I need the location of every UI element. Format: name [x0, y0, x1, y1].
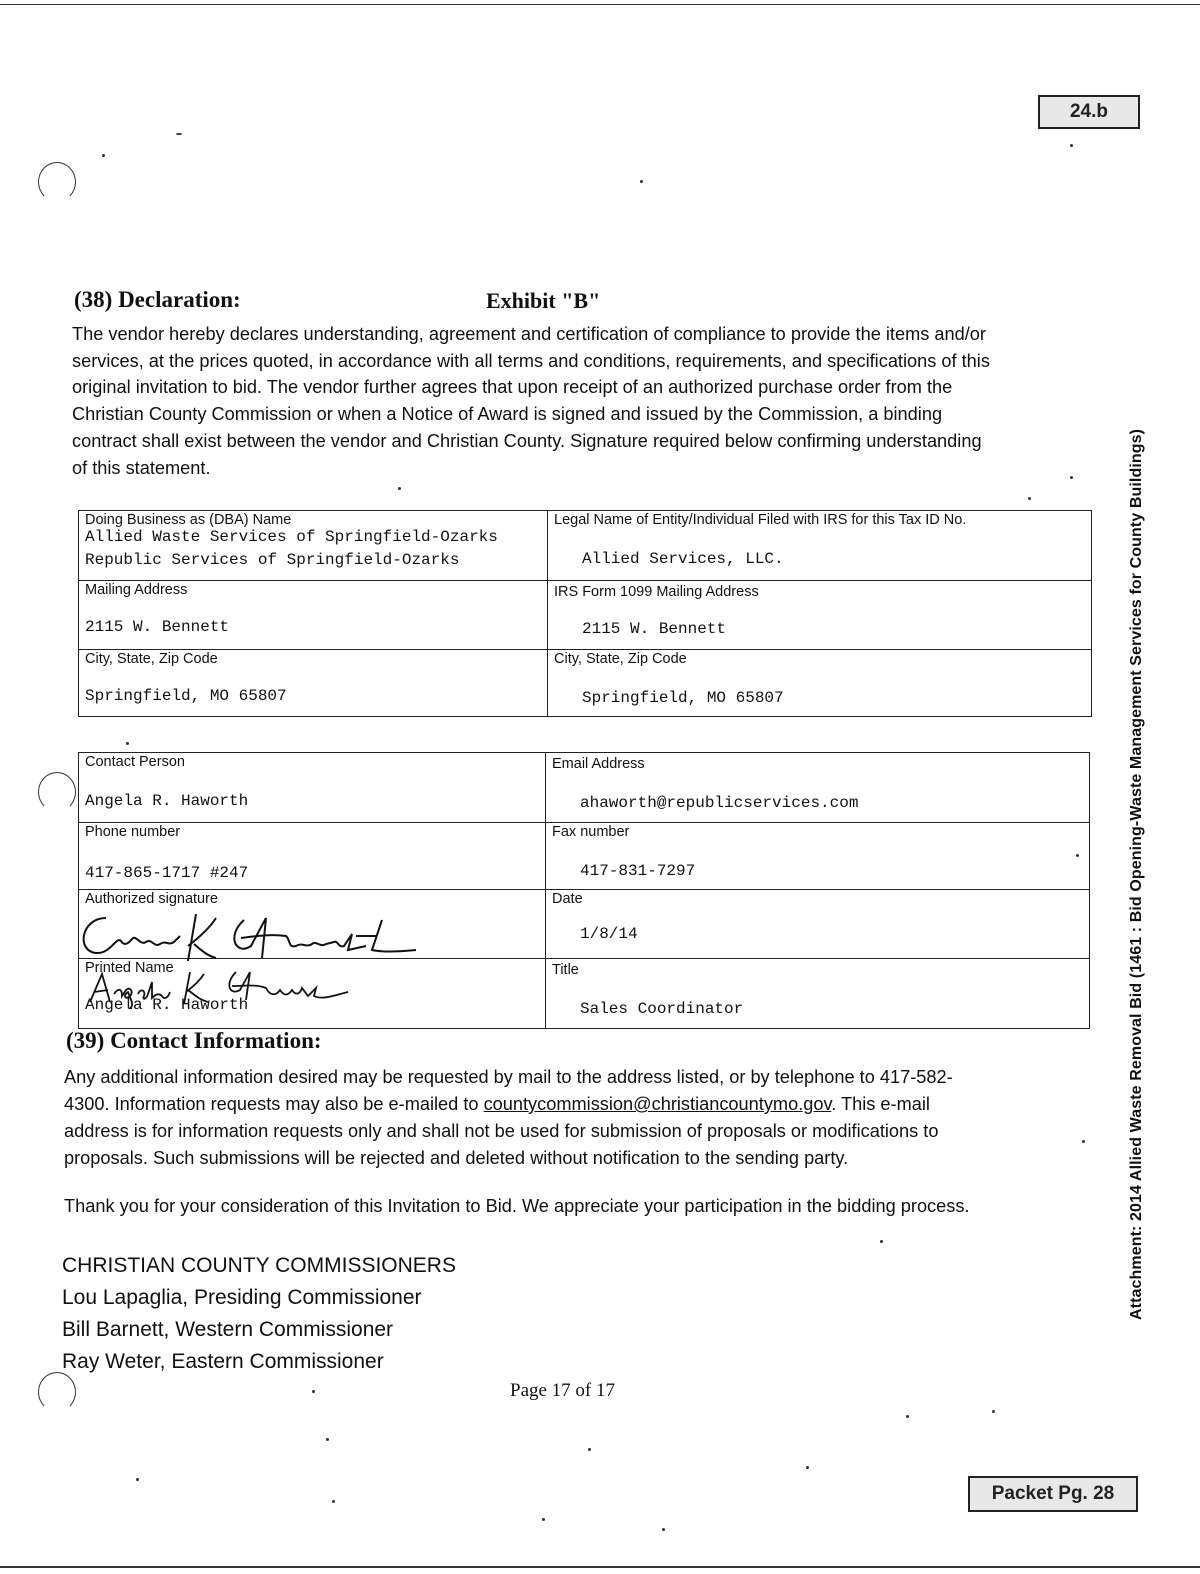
scan-speck — [312, 1390, 315, 1393]
commissioner-name: Bill Barnett, Western Commissioner — [62, 1318, 394, 1341]
title-value: Sales Coordinator — [580, 1000, 744, 1018]
declaration-paragraph — [72, 321, 1102, 481]
section-39-heading: (39) Contact Information: — [66, 1028, 322, 1053]
dba-label: Doing Business as (DBA) Name — [85, 512, 292, 528]
contact-info-line: proposals. Such submissions will be rejected and deleted without notification to the sending party. — [64, 1148, 849, 1168]
top-edge-line — [0, 4, 1200, 5]
commissioner-name: Ray Weter, Eastern Commissioner — [62, 1350, 384, 1373]
fax-cell — [546, 823, 1090, 890]
mailing-address-cell — [79, 581, 548, 650]
contact-info-line: address is for information requests only and shall not be used for submission of proposals or modifications to — [64, 1121, 939, 1141]
title-label: Title — [552, 962, 579, 978]
fax-value: 417-831-7297 — [580, 862, 696, 880]
punch-hole-icon — [38, 772, 76, 812]
packet-stamp-top: 24.b — [1038, 95, 1140, 129]
city-state-zip-2-value: Springfield, MO 65807 — [582, 689, 784, 707]
vendor-info-table — [78, 510, 1092, 717]
scan-speck — [542, 1518, 545, 1521]
scan-speck — [906, 1415, 909, 1418]
scan-speck — [1070, 476, 1073, 479]
legal-name-label: Legal Name of Entity/Individual Filed with IRS for this Tax ID No. — [554, 512, 967, 528]
printed-name-value: Angela R. Haworth — [85, 996, 249, 1014]
commissioner-name: Lou Lapaglia, Presiding Commissioner — [62, 1286, 422, 1309]
city-state-zip-cell — [79, 650, 548, 717]
scan-speck — [992, 1410, 995, 1413]
bottom-edge-line — [0, 1566, 1200, 1568]
scan-speck — [1070, 144, 1073, 147]
exhibit-label: Exhibit "B" — [486, 288, 601, 313]
date-cell — [546, 890, 1090, 959]
page-number: Page 17 of 17 — [510, 1380, 616, 1401]
contact-information-paragraph — [64, 1064, 1074, 1172]
city-state-zip-2-label: City, State, Zip Code — [554, 651, 687, 667]
contact-info-text: . This e-mail — [831, 1094, 930, 1114]
commissioners-heading: CHRISTIAN COUNTY COMMISSIONERS — [62, 1254, 456, 1277]
punch-hole-icon — [38, 162, 76, 202]
thank-you-note: Thank you for your consideration of this Invitation to Bid. We appreciate your participation in the bidding process. — [64, 1196, 970, 1216]
irs-address-label: IRS Form 1099 Mailing Address — [554, 584, 759, 600]
city-state-zip-value: Springfield, MO 65807 — [85, 687, 287, 705]
phone-value: 417-865-1717 #247 — [85, 864, 249, 882]
declaration-line: contract shall exist between the vendor and Christian County. Signature required below confirming understanding — [72, 430, 982, 451]
declaration-line: Christian County Commission or when a Notice of Award is signed and issued by the Commission, a binding — [72, 404, 943, 425]
printed-signature-drawing — [86, 966, 366, 1010]
title-cell — [546, 959, 1090, 1029]
printed-name-label: Printed Name — [85, 960, 174, 976]
attachment-side-label: Attachment: 2014 Allied Waste Removal Bid (1461 : Bid Opening-Waste Management Services for County Buildings) — [1128, 428, 1145, 1320]
scan-speck — [662, 1528, 665, 1531]
scan-speck — [880, 1240, 883, 1243]
scan-speck — [1076, 854, 1079, 857]
scan-speck — [326, 1438, 329, 1441]
email-cell — [546, 753, 1090, 823]
commission-email-link[interactable]: countycommission@christiancountymo.gov — [483, 1094, 832, 1114]
contact-info-line — [64, 1091, 1074, 1118]
section-38-heading: (38) Declaration: — [74, 287, 241, 312]
contact-info-text: 4300. Information requests may also be e-mailed to — [64, 1094, 484, 1114]
contact-person-cell — [79, 753, 546, 823]
phone-label: Phone number — [85, 824, 181, 840]
declaration-line: The vendor hereby declares understanding, agreement and certification of compliance to provide the items and/or — [72, 324, 986, 344]
email-value: ahaworth@republicservices.com — [580, 794, 859, 812]
scan-speck — [102, 154, 105, 157]
scan-speck — [126, 742, 129, 745]
scan-speck — [398, 487, 401, 490]
scan-speck — [1028, 497, 1031, 500]
scan-speck — [640, 180, 643, 183]
city-state-zip-label: City, State, Zip Code — [85, 651, 218, 667]
city-state-zip-2-cell — [548, 650, 1092, 717]
scan-speck — [806, 1466, 809, 1469]
packet-page-stamp: Packet Pg. 28 — [968, 1476, 1138, 1512]
scan-speck — [176, 133, 182, 135]
email-label: Email Address — [552, 756, 645, 772]
irs-address-value: 2115 W. Bennett — [582, 620, 727, 638]
mailing-address-label: Mailing Address — [85, 582, 188, 598]
date-value: 1/8/14 — [580, 925, 638, 943]
punch-hole-icon — [38, 1372, 76, 1412]
declaration-line: services, at the prices quoted, in accordance with all terms and conditions, requirements, and specifications of this — [72, 350, 990, 371]
authorized-signature-label: Authorized signature — [85, 891, 218, 907]
mailing-address-value: 2115 W. Bennett — [85, 618, 230, 636]
scan-speck — [136, 1478, 139, 1481]
scan-speck — [1082, 1140, 1085, 1143]
fax-label: Fax number — [552, 824, 630, 840]
scan-speck — [332, 1500, 335, 1503]
phone-cell — [79, 823, 546, 890]
irs-address-cell — [548, 581, 1092, 650]
dba-value-1: Allied Waste Services of Springfield-Ozarks — [85, 528, 498, 546]
scan-speck — [588, 1448, 591, 1451]
contact-person-label: Contact Person — [85, 754, 185, 770]
dba-value-2: Republic Services of Springfield-Ozarks — [85, 551, 460, 569]
date-label: Date — [552, 891, 583, 907]
legal-name-value: Allied Services, LLC. — [582, 550, 784, 568]
legal-name-cell — [548, 511, 1092, 581]
contact-person-value: Angela R. Haworth — [85, 792, 249, 810]
declaration-line: original invitation to bid. The vendor further agrees that upon receipt of an authorized purchase order from the — [72, 377, 953, 398]
declaration-line: of this statement. — [72, 457, 211, 478]
dba-cell — [79, 511, 548, 581]
authorized-signature-drawing — [76, 906, 426, 966]
commissioners-list — [62, 1250, 456, 1378]
contact-info-line: Any additional information desired may be requested by mail to the address listed, or by telephone to 417-582- — [64, 1067, 953, 1087]
